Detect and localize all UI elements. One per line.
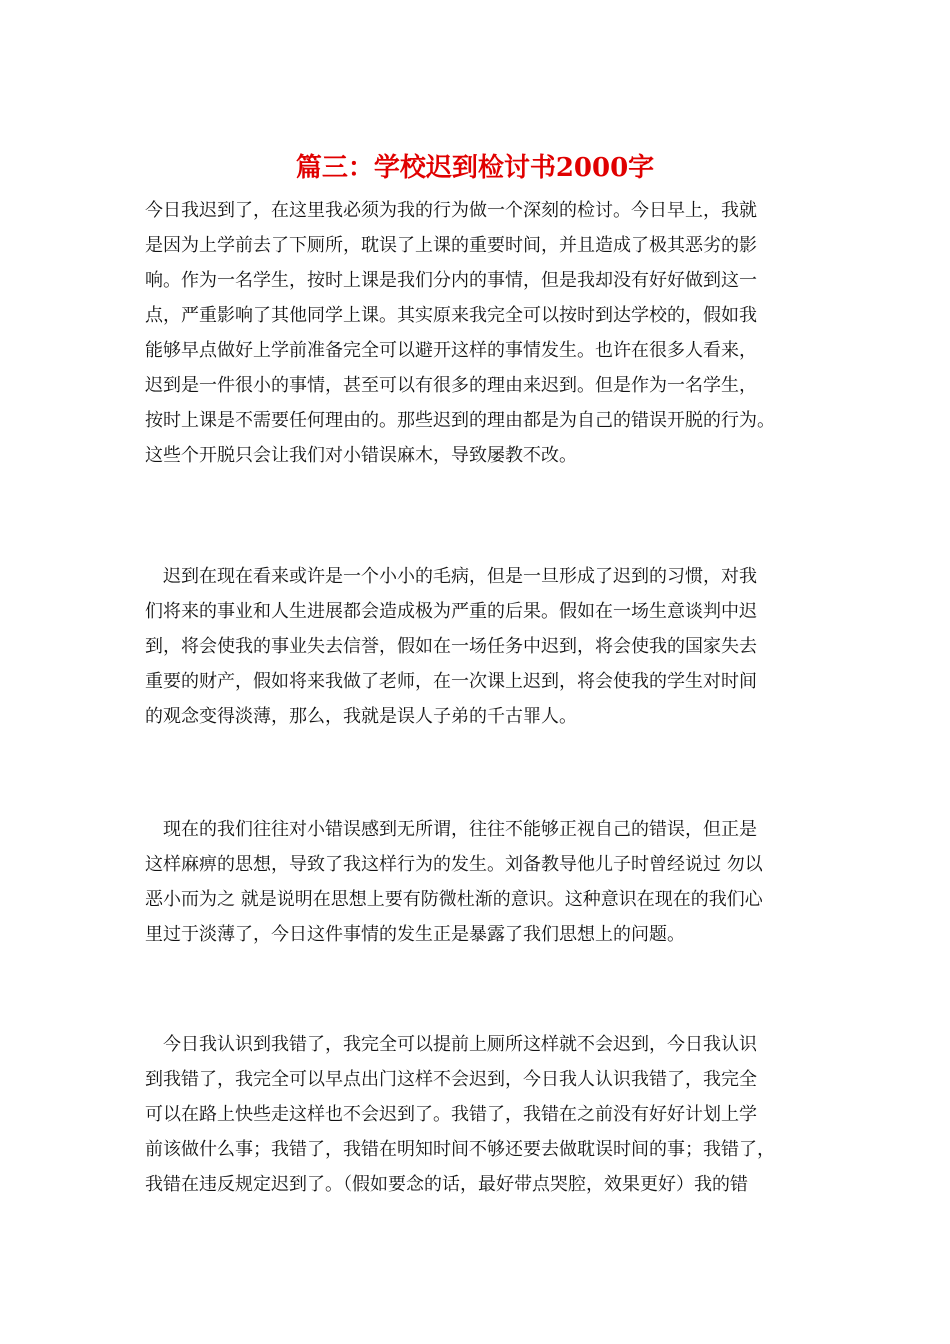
paragraph-line: 这些个开脱只会让我们对小错误麻木，导致屡教不改。 (145, 445, 577, 466)
paragraph-line: 按时上课是不需要任何理由的。那些迟到的理由都是为自己的错误开脱的行为。 (145, 410, 775, 431)
paragraph-line: 重要的财产，假如将来我做了老师，在一次课上迟到，将会使我的学生对时间 (145, 671, 757, 692)
paragraph-line: 迟到是一件很小的事情，甚至可以有很多的理由来迟到。但是作为一名学生， (145, 375, 757, 396)
paragraph-line: 是因为上学前去了下厕所，耽误了上课的重要时间，并且造成了极其恶劣的影 (145, 235, 757, 256)
paragraph-line: 前该做什么事；我错了，我错在明知时间不够还要去做耽误时间的事；我错了， (145, 1139, 775, 1160)
paragraph-line: 今日我认识到我错了，我完全可以提前上厕所这样就不会迟到，今日我认识 (163, 1034, 757, 1055)
paragraph-line: 到，将会使我的事业失去信誉，假如在一场任务中迟到，将会使我的国家失去 (145, 636, 757, 657)
paragraph-3 (145, 812, 815, 952)
paragraph-line: 里过于淡薄了，今日这件事情的发生正是暴露了我们思想上的问题。 (145, 924, 685, 945)
document-title: 篇三：学校迟到检讨书2000字 (295, 153, 655, 183)
paragraph-line: 们将来的事业和人生进展都会造成极为严重的后果。假如在一场生意谈判中迟 (145, 601, 757, 622)
paragraph-line: 恶小而为之 就是说明在思想上要有防微杜渐的意识。这种意识在现在的我们心 (145, 889, 763, 910)
paragraph-line: 我错在违反规定迟到了。（假如要念的话，最好带点哭腔，效果更好）我的错 (145, 1174, 748, 1195)
paragraph-line: 今日我迟到了，在这里我必须为我的行为做一个深刻的检讨。今日早上，我就 (145, 200, 757, 221)
paragraph-line: 点，严重影响了其他同学上课。其实原来我完全可以按时到达学校的，假如我 (145, 305, 757, 326)
paragraph-line: 现在的我们往往对小错误感到无所谓，往往不能够正视自己的错误，但正是 (163, 819, 757, 840)
paragraph-line: 响。作为一名学生，按时上课是我们分内的事情，但是我却没有好好做到这一 (145, 270, 757, 291)
paragraph-line: 到我错了，我完全可以早点出门这样不会迟到，今日我人认识我错了，我完全 (145, 1069, 757, 1090)
paragraph-2 (145, 559, 815, 734)
paragraph-line: 这样麻痹的思想，导致了我这样行为的发生。刘备教导他儿子时曾经说过 勿以 (145, 854, 763, 875)
paragraph-1 (145, 193, 815, 473)
paragraph-line: 迟到在现在看来或许是一个小小的毛病，但是一旦形成了迟到的习惯，对我 (163, 566, 757, 587)
paragraph-line: 可以在路上快些走这样也不会迟到了。我错了，我错在之前没有好好计划上学 (145, 1104, 757, 1125)
paragraph-line: 的观念变得淡薄，那么，我就是误人子弟的千古罪人。 (145, 706, 577, 727)
paragraph-4 (145, 1027, 815, 1202)
paragraph-line: 能够早点做好上学前准备完全可以避开这样的事情发生。也许在很多人看来， (145, 340, 757, 361)
